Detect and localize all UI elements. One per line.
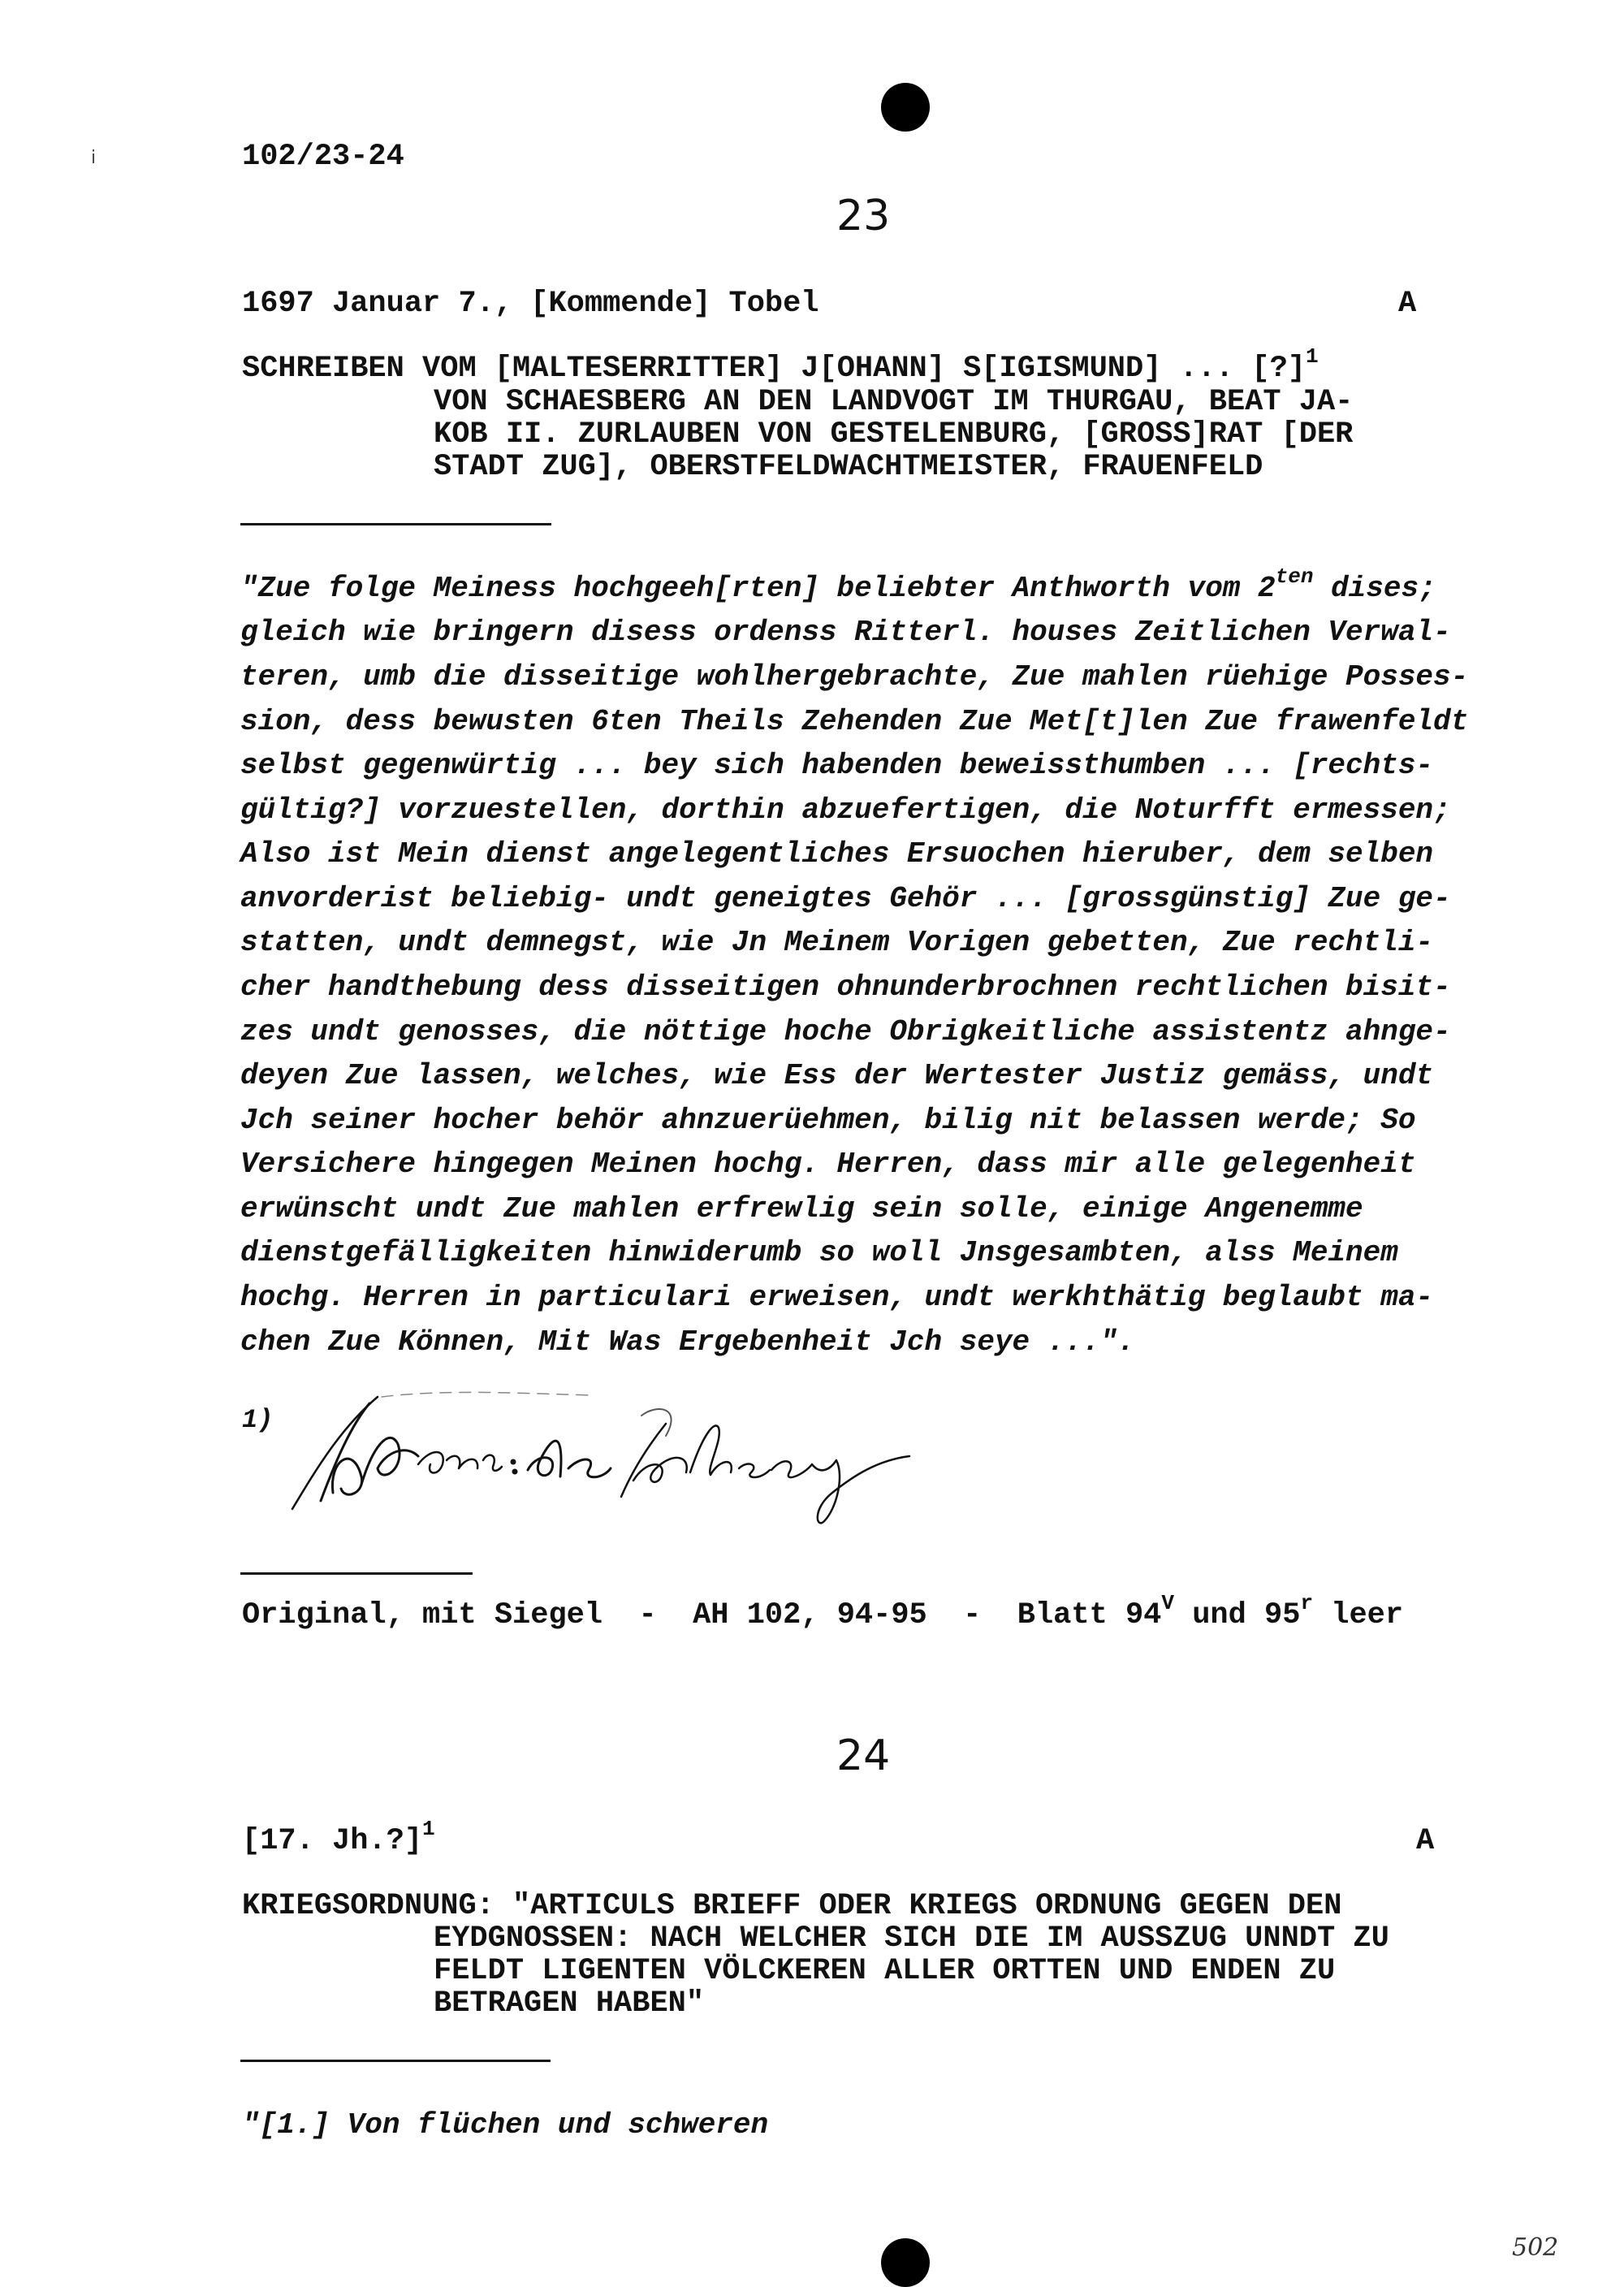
text-line: Jch seiner hocher behör ahnzuerüehmen, bilig nit belassen werde; So	[240, 1104, 1416, 1137]
text-line: erwünscht undt Zue mahlen erfrewlig sein solle, einige Angenemme	[240, 1192, 1363, 1226]
entry-type-letter: A	[1416, 1824, 1435, 1858]
section-divider	[240, 523, 551, 525]
text-line: cher handthebung dess disseitigen ohnunderbrochnen rechtlichen bisit-	[240, 971, 1451, 1004]
source-text: und 95	[1174, 1598, 1301, 1632]
text-line	[240, 564, 1436, 605]
section-divider	[240, 2060, 551, 2062]
heading-line: KRIEGSORDNUNG: "ARTICULS BRIEFF ODER KRIEGS ORDNUNG GEGEN DEN	[242, 1889, 1342, 1923]
source-text: Original, mit Siegel - AH 102, 94-95 - Blatt 94	[242, 1598, 1162, 1632]
heading-line: STADT ZUG], OBERSTFELDWACHTMEISTER, FRAUENFELD	[434, 450, 1263, 484]
text-line: hochg. Herren in particulari erweisen, undt werkhthätig beglaubt ma-	[240, 1281, 1434, 1314]
punch-hole-top	[881, 83, 930, 132]
date-text: [17. Jh.?]	[242, 1824, 423, 1858]
signature-image	[284, 1379, 918, 1541]
text-line: Also ist Mein dienst angelegentliches Ersuochen hieruber, dem selben	[240, 837, 1434, 871]
text-line: Versichere hingegen Meinen hochg. Herren, dass mir alle gelegenheit	[240, 1148, 1416, 1181]
footnote-ref: 1	[1306, 344, 1319, 369]
superscript: V	[1161, 1590, 1174, 1615]
source-note	[242, 1590, 1404, 1632]
document-reference: 102/23-24	[242, 140, 404, 174]
handwritten-page-number: 502	[1512, 2233, 1559, 2262]
entry-number: 23	[836, 192, 891, 240]
heading-line: SCHREIBEN VOM [MALTESERRITTER] J[OHANN] S[IGISMUND] ... [?]	[242, 352, 1307, 386]
text-line: dienstgefälligkeiten hinwiderumb so woll Jnsgesambten, alss Meinem	[240, 1236, 1398, 1269]
entry-date-place: 1697 Januar 7., [Kommende] Tobel	[242, 287, 819, 321]
entry-heading	[242, 344, 1319, 386]
text-line: gleich wie bringern disess ordenss Ritterl. houses Zeitlichen Verwal-	[240, 616, 1451, 649]
text-line: chen Zue Können, Mit Was Ergebenheit Jch seye ...".	[240, 1325, 1135, 1359]
entry-number: 24	[836, 1731, 891, 1780]
heading-line: BETRAGEN HABEN"	[434, 1987, 705, 2021]
text-fragment: "Zue folge Meiness hochgeeh[rten] beliebter Anthworth vom 2	[240, 572, 1276, 605]
margin-mark: i	[91, 148, 97, 168]
section-divider	[240, 1572, 473, 1575]
superscript: ten	[1275, 564, 1314, 589]
heading-line: FELDT LIGENTEN VÖLCKEREN ALLER ORTTEN UND ENDEN ZU	[434, 1954, 1336, 1988]
punch-hole-bottom	[881, 2238, 930, 2287]
heading-line: KOB II. ZURLAUBEN VON GESTELENBURG, [GROSS]RAT [DER	[434, 417, 1354, 452]
text-line: gültig?] vorzuestellen, dorthin abzuefertigen, die Noturfft ermessen;	[240, 793, 1451, 827]
heading-line: VON SCHAESBERG AN DEN LANDVOGT IM THURGAU, BEAT JA-	[434, 385, 1354, 419]
text-line: "[1.] Von flüchen und schweren	[242, 2108, 769, 2142]
text-line: zes undt genosses, die nöttige hoche Obrigkeitliche assistentz ahnge-	[240, 1015, 1451, 1048]
text-line: deyen Zue lassen, welches, wie Ess der Wertester Justiz gemäss, undt	[240, 1059, 1434, 1092]
source-text: leer	[1313, 1598, 1404, 1632]
text-line: statten, undt demnegst, wie Jn Meinem Vorigen gebetten, Zue rechtli-	[240, 926, 1434, 959]
entry-date-place	[242, 1816, 435, 1858]
text-line: selbst gegenwürtig ... bey sich habenden beweissthumben ... [rechts-	[240, 749, 1434, 782]
footnote-ref: 1	[422, 1816, 435, 1841]
entry-type-letter: A	[1398, 287, 1417, 321]
text-line: teren, umb die disseitige wohlhergebrachte, Zue mahlen rüehige Posses-	[240, 660, 1469, 694]
text-fragment: dises;	[1313, 572, 1436, 605]
text-line: sion, dess bewusten 6ten Theils Zehenden Zue Met[t]len Zue frawenfeldt	[240, 705, 1469, 738]
heading-line: EYDGNOSSEN: NACH WELCHER SICH DIE IM AUSSZUG UNNDT ZU	[434, 1922, 1389, 1956]
superscript: r	[1300, 1590, 1314, 1615]
text-line: anvorderist beliebig- undt geneigtes Gehör ... [grossgünstig] Zue ge-	[240, 882, 1451, 915]
footnote-marker: 1)	[242, 1405, 274, 1435]
